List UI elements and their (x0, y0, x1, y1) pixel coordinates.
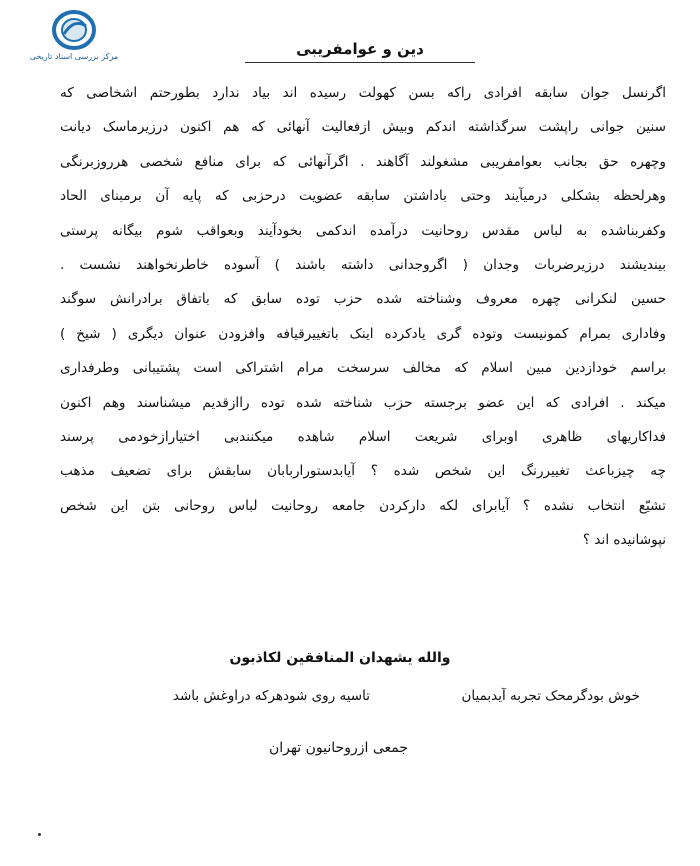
title-underline (245, 62, 475, 63)
body-line: براسم خودازدین مبین اسلام که مخالف سرسخت مرام اشتراکی است پشتیبانی وطرفداری (60, 360, 666, 377)
quran-verse: والله یشهدان المنافقین لکاذبون (229, 650, 451, 666)
body-line: تشیّع انتخاب نشده ؟ آیابرای لکه دارکردن جامعه روحانیت لباس روحانی بتن این شخص (60, 497, 666, 514)
document-title: دین و عوامفریبی (296, 40, 424, 58)
body-line: میکند . افرادی که این عضو برجسته حزب شناخته شده توده راازقدیم میشناسند وهم اکنون (60, 394, 666, 411)
archive-logo-text: مرکز بررسی اسناد تاریخی (29, 52, 119, 61)
body-line: وفاداری بمرام کمونیست وتوده گری یادکرده اینک باتغییرقیافه وافزودن عنوان دیگری ( شیخ ) (60, 325, 666, 342)
poem-second-hemistich: تاسیه روی شودهرکه دراوغش باشد (172, 688, 370, 704)
body-line: بیندیشند درزیرضربات وجدان ( اگروجدانی داشته باشند ) آسوده خاطرنخواهند نشست . (60, 257, 666, 274)
body-line: اگرنسل جوان سابقه افرادی راکه بسن کهولت رسیده اند بیاد ندارد بطورحتم اشخاصی که (60, 85, 666, 101)
archive-emblem-icon (50, 10, 98, 50)
body-line: چه چیزباعث تغییررنگ این شخص شده ؟ آیابدستوراربابان سابقش برای تضعیف مذهب (60, 463, 666, 480)
body-line: وچهره حق بجانب بعوامفریبی مشغولند آگاهند . اگرآنهائی که برای منافع شخصی هرروزبرنگی (60, 153, 666, 170)
signature: جمعی ازروحانیون تهران (268, 740, 408, 756)
body-line: وکفربناشده به لباس مقدس روحانیت درآمده اندکمی بخودآیند وبعواقب شوم بیگانه پرستی (60, 222, 666, 239)
poem-couplet (80, 688, 660, 712)
body-line: وهرلحظه بشکلی درمیآیند وحتی باداشتن سابقه عضویت درحزبی که پایه آن برمبنای الحاد (60, 188, 666, 205)
body-line: حسین لنکرانی چهره معروف وشناخته شده حزب توده سابق که باتفاق برادرانش سوگند (60, 291, 666, 308)
body-paragraph (60, 76, 666, 558)
poem-first-hemistich: خوش بودگرمحک تجربه آیدبمیان (461, 688, 640, 704)
archive-logo (14, 10, 134, 72)
body-line: سنین جوانی راپشت سرگذاشته اندکم وبیش ازفعالیت آنهائی که هم اکنون درزیرماسک دیانت (60, 119, 666, 136)
body-line: فداکاریهای ظاهری اوبرای شریعت اسلام شاهده میکنندبی اختیارازخودمی پرسند (60, 429, 666, 446)
page-mark (38, 833, 41, 836)
body-line-last: نپوشانیده اند ؟ (582, 532, 666, 549)
